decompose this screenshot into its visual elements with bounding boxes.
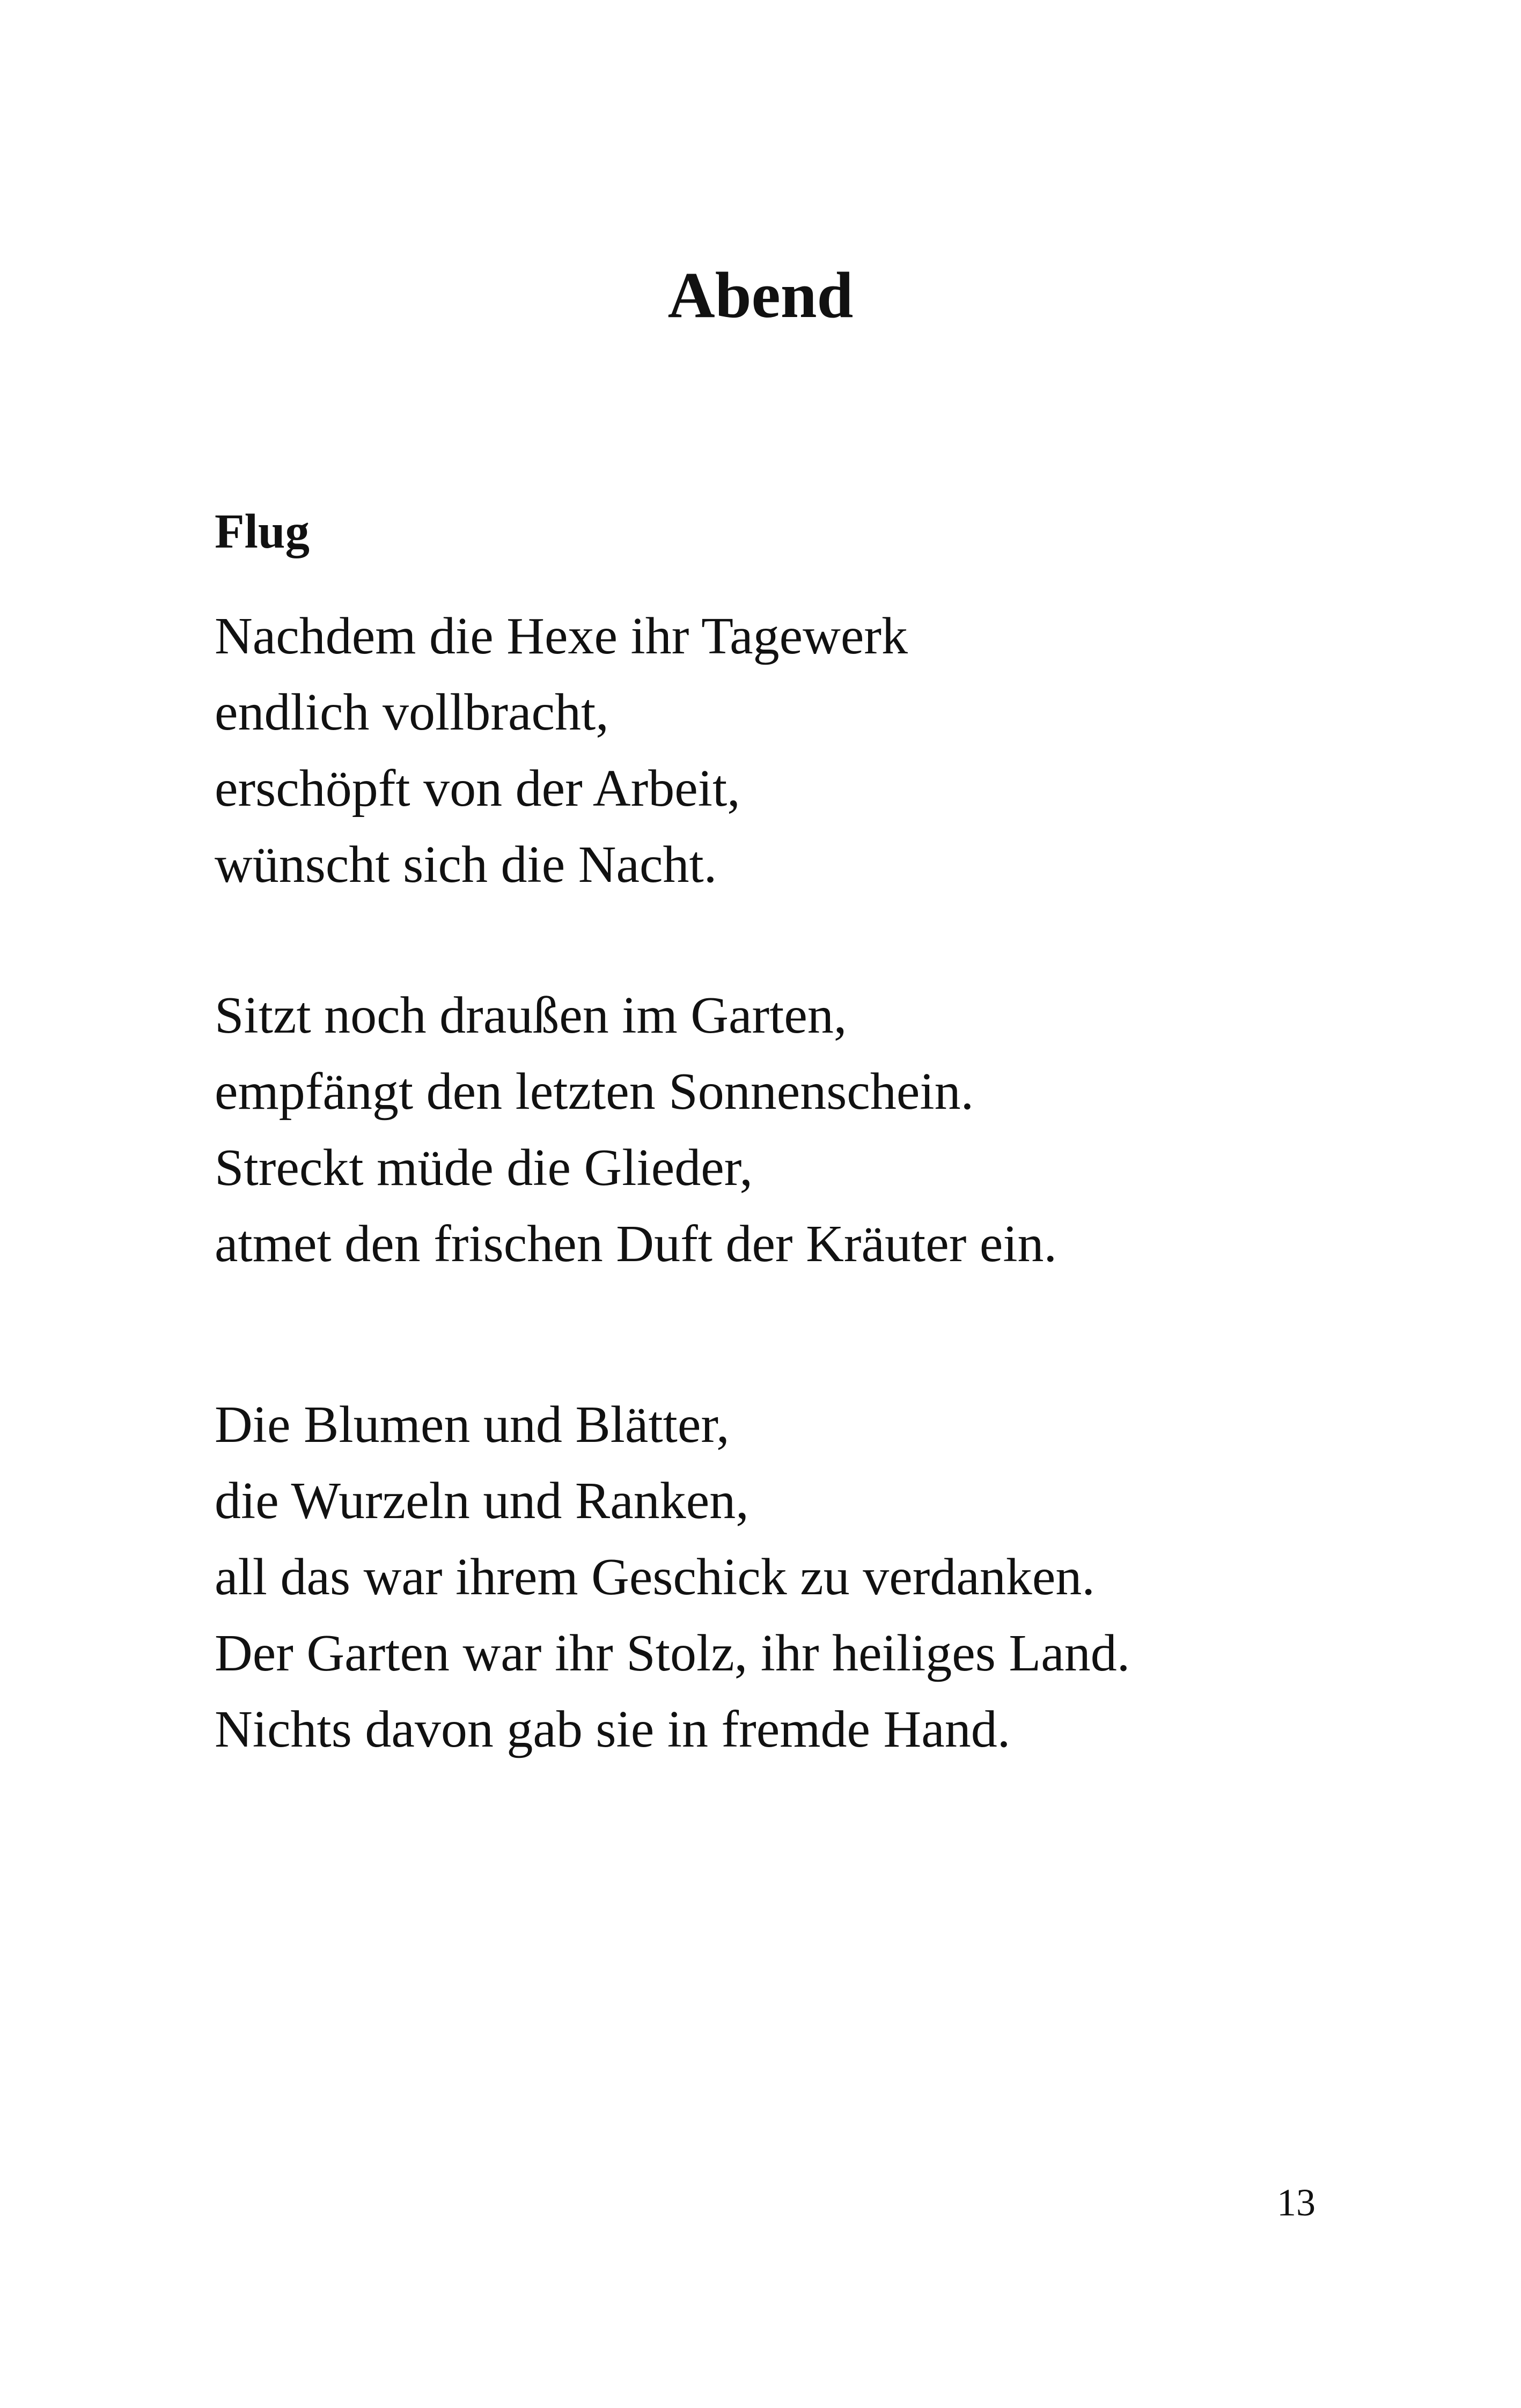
stanza-2: [215, 977, 1057, 1282]
poem-line: atmet den frischen Duft der Kräuter ein.: [215, 1215, 1057, 1273]
poem-line: endlich vollbracht,: [215, 683, 609, 741]
poem-line: Streckt müde die Glieder,: [215, 1139, 753, 1197]
poem-title: Flug: [215, 504, 310, 558]
poem-line: Der Garten war ihr Stolz, ihr heiliges Land.: [215, 1624, 1130, 1682]
poem-line: empfängt den letzten Sonnenschein.: [215, 1063, 974, 1121]
poem-line: die Wurzeln und Ranken,: [215, 1472, 749, 1530]
stanza-1: [215, 598, 908, 903]
poem-line: Nachdem die Hexe ihr Tagewerk: [215, 607, 908, 665]
poem-line: erschöpft von der Arbeit,: [215, 760, 740, 818]
poem-line: wünscht sich die Nacht.: [215, 836, 717, 894]
chapter-title: Abend: [667, 259, 854, 332]
poem-line: Nichts davon gab sie in fremde Hand.: [215, 1700, 1011, 1758]
poem-line: Sitzt noch draußen im Garten,: [215, 986, 847, 1044]
poem-line: all das war ihrem Geschick zu verdanken.: [215, 1548, 1095, 1606]
page-number: 13: [1277, 2181, 1316, 2224]
poem-line: Die Blumen und Blätter,: [215, 1396, 730, 1454]
stanza-3: [215, 1387, 1130, 1768]
